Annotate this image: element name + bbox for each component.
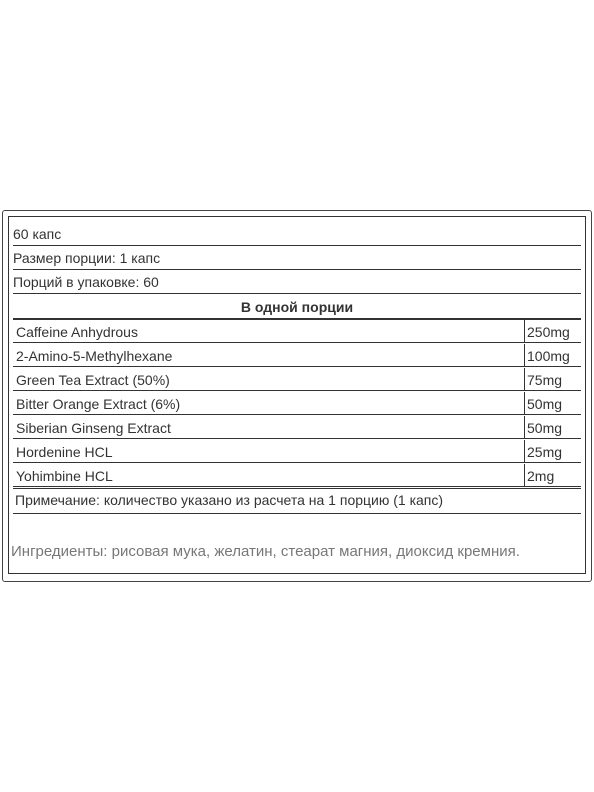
ingredients-text: Ингредиенты: рисовая мука, желатин, стеарат магния, диоксид кремния. (11, 543, 520, 560)
ingredient-row (13, 416, 581, 440)
ingredient-amount: 2mg (524, 464, 581, 487)
per-serving-header: В одной порции (13, 295, 581, 320)
ingredient-name: Green Tea Extract (50%) (13, 368, 525, 391)
ingredient-name: Yohimbine HCL (13, 464, 525, 487)
serving-size: Размер порции: 1 капс (13, 246, 581, 270)
capsule-count: 60 капс (13, 222, 581, 246)
servings-per-container: Порций в упаковке: 60 (13, 270, 581, 294)
ingredient-row (13, 392, 581, 416)
ingredient-amount: 50mg (524, 392, 581, 415)
ingredient-name: Caffeine Anhydrous (13, 320, 525, 343)
serving-note: Примечание: количество указано из расчета на 1 порцию (1 капс) (13, 488, 581, 514)
ingredient-row (13, 440, 581, 464)
ingredient-amount: 50mg (524, 416, 581, 439)
ingredient-row (13, 344, 581, 368)
ingredient-row (13, 368, 581, 392)
ingredient-name: Siberian Ginseng Extract (13, 416, 525, 439)
ingredient-name: Bitter Orange Extract (6%) (13, 392, 525, 415)
ingredient-amount: 250mg (524, 320, 581, 343)
ingredient-row (13, 464, 581, 488)
ingredient-amount: 100mg (524, 344, 581, 367)
ingredient-name: Hordenine HCL (13, 440, 525, 463)
ingredient-name: 2-Amino-5-Methylhexane (13, 344, 525, 367)
ingredient-amount: 25mg (524, 440, 581, 463)
ingredient-amount: 75mg (524, 368, 581, 391)
ingredient-row (13, 320, 581, 344)
